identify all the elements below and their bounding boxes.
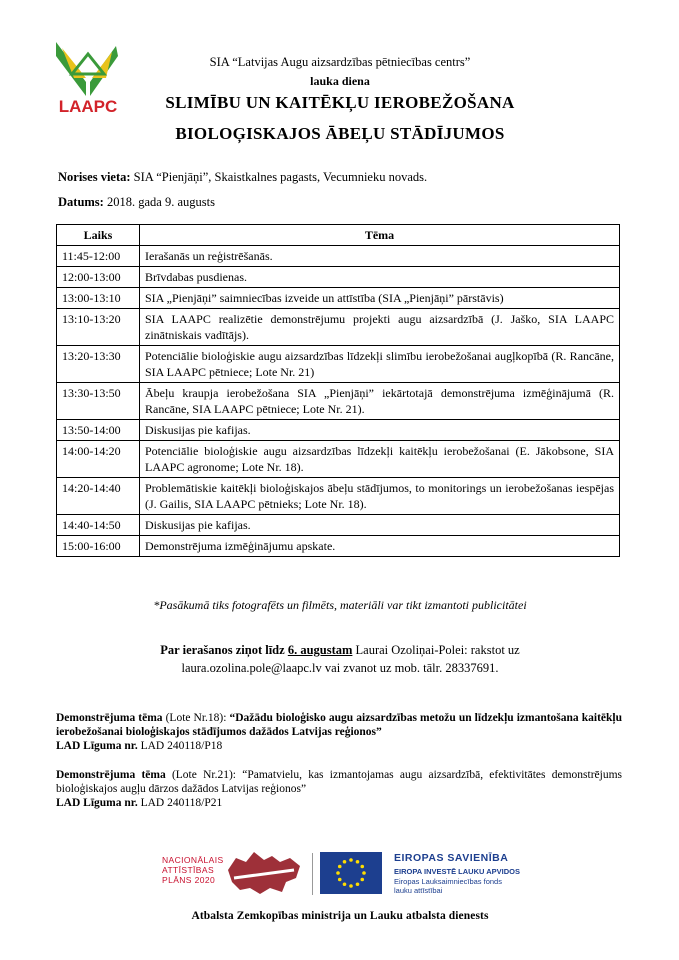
topic-cell: Demonstrējuma izmēģinājumu apskate. — [140, 536, 620, 557]
topic-cell: SIA LAAPC realizētie demonstrējumu projekti augu aizsardzībā (J. Jaško, SIA LAAPC zinātniskais vadītājs). — [140, 309, 620, 346]
event-type: lauka diena — [310, 74, 370, 88]
table-row — [57, 441, 620, 478]
eu-title: EIROPAS SAVIENĪBA — [394, 852, 509, 864]
registration-deadline: 6. augustam — [287, 643, 353, 657]
topic-cell: Potenciālie bioloģiskie augu aizsardzības līdzekļi slimību ierobežošanai augļkopībā (R. Rancāne, SIA LAAPC pētniece; Lote Nr. 21) — [140, 346, 620, 383]
registration-info — [120, 641, 560, 677]
eu-star — [343, 882, 347, 886]
location-label: Norises vieta: — [58, 170, 131, 184]
eu-star — [338, 878, 342, 882]
eu-star — [343, 860, 347, 864]
topic-cell: Ābeļu kraupja ierobežošana SIA „Pienjāņi” iekārtotajā demonstrējuma izmēģinājumā (R. Rancāne, SIA LAAPC pētniece; Lote Nr. 21). — [140, 383, 620, 420]
nap2020-logo-text — [162, 855, 224, 885]
demo-lot: (Lote Nr.21): — [165, 769, 243, 781]
time-cell: 14:40-14:50 — [57, 515, 140, 536]
date-line — [58, 195, 215, 210]
eu-star — [360, 878, 364, 882]
demo-block-18 — [56, 711, 622, 753]
registration-prefix: Par ierašanos ziņot līdz — [160, 643, 288, 657]
table-row — [57, 246, 620, 267]
table-row — [57, 346, 620, 383]
eu-star — [349, 858, 353, 862]
photo-notice: *Pasākumā tiks fotografēts un filmēts, materiāli var tikt izmantoti publicitātei — [153, 598, 527, 612]
schedule-table — [56, 224, 620, 557]
demo-label: Demonstrējuma tēma — [56, 769, 166, 781]
contract-value: LAD 240118/P18 — [137, 740, 223, 752]
eu-star — [338, 865, 342, 869]
organization-name: SIA “Latvijas Augu aizsardzības pētniecības centrs” — [209, 55, 471, 69]
time-cell: 15:00-16:00 — [57, 536, 140, 557]
topic-cell: Potenciālie bioloģiskie augu aizsardzības līdzekļi kaitēkļu ierobežošanai (E. Jākobsone, SIA LAAPC agronome; Lote Nr. 18). — [140, 441, 620, 478]
schedule-body — [57, 246, 620, 557]
eu-star — [356, 882, 360, 886]
demo-label: Demonstrējuma tēma — [56, 712, 163, 724]
registration-email-phone[interactable]: laura.ozolina.pole@laapc.lv vai zvanot uz mob. tālr. 28337691. — [181, 661, 499, 675]
topic-cell: Ierašanās un reģistrēšanās. — [140, 246, 620, 267]
table-row — [57, 478, 620, 515]
page-title-line1: SLIMĪBU UN KAITĒKĻU IEROBEŽOŠANA — [165, 93, 515, 112]
topic-cell: Diskusijas pie kafijas. — [140, 420, 620, 441]
table-row — [57, 383, 620, 420]
table-header-row — [57, 225, 620, 246]
table-row — [57, 288, 620, 309]
contract-value: LAD 240118/P21 — [137, 797, 223, 809]
table-row — [57, 515, 620, 536]
nap-line1: NACIONĀLAIS — [162, 855, 224, 865]
page-title-line2: BIOLOĢISKAJOS ĀBEĻU STĀDĪJUMOS — [175, 124, 505, 143]
eu-star — [360, 865, 364, 869]
footer-divider — [312, 853, 313, 895]
demo-block-21 — [56, 768, 622, 810]
time-cell: 13:50-14:00 — [57, 420, 140, 441]
topic-cell: Brīvdabas pusdienas. — [140, 267, 620, 288]
time-cell: 13:30-13:50 — [57, 383, 140, 420]
date-label: Datums: — [58, 195, 104, 209]
eu-star — [356, 860, 360, 864]
date-value: 2018. gada 9. augusts — [103, 195, 215, 209]
table-row — [57, 536, 620, 557]
location-value: SIA “Pienjāņi”, Skaistkalnes pagasts, Vecumnieku novads. — [130, 170, 428, 184]
logo-text: LAAPC — [58, 97, 118, 116]
topic-cell: Problemātiskie kaitēkļi bioloģiskajos ābeļu stādījumos, to monitorings un ierobežošanas iespējas (J. Gailis, SIA LAAPC pētnieks; Lote Nr. 18). — [140, 478, 620, 515]
eu-funding-text — [394, 852, 520, 896]
demo-title: “Pamatvielu, kas izmantojamas augu aizsardzībā, efektivitātes demonstrējums bioloģiskajos augļu dārzos dažādos Latvijas reģionos” — [56, 769, 623, 795]
eu-star — [349, 884, 353, 888]
eu-line3: lauku attīstībai — [394, 886, 443, 895]
table-row — [57, 309, 620, 346]
time-cell: 13:20-13:30 — [57, 346, 140, 383]
latvia-map-icon — [224, 848, 304, 898]
eu-line1: EIROPA INVESTĒ LAUKU APVIDOS — [394, 867, 520, 876]
nap-line2: ATTĪSTĪBAS — [162, 865, 215, 875]
registration-contact: Laurai Ozoliņai-Polei: rakstot uz — [352, 643, 520, 657]
column-header-topic: Tēma — [140, 225, 620, 246]
eu-flag-icon — [320, 852, 382, 894]
support-statement: Atbalsta Zemkopības ministrija un Lauku atbalsta dienests — [191, 910, 489, 922]
eu-star — [362, 871, 366, 875]
contract-label: LAD Līguma nr. — [56, 797, 138, 809]
time-cell: 14:00-14:20 — [57, 441, 140, 478]
time-cell: 13:10-13:20 — [57, 309, 140, 346]
nap-line3: PLĀNS 2020 — [162, 875, 216, 885]
column-header-time: Laiks — [57, 225, 140, 246]
time-cell: 11:45-12:00 — [57, 246, 140, 267]
topic-cell: SIA „Pienjāņi” saimniecības izveide un attīstība (SIA „Pienjāņi” pārstāvis) — [140, 288, 620, 309]
eu-star — [336, 871, 340, 875]
demo-title: “Dažādu bioloģisko augu aizsardzības metožu un līdzekļu izmantošana kaitēkļu ierobežošanai bioloģiskajos stādījumos dažādos Latvijas reģionos” — [56, 712, 622, 738]
time-cell: 13:00-13:10 — [57, 288, 140, 309]
time-cell: 12:00-13:00 — [57, 267, 140, 288]
table-row — [57, 420, 620, 441]
demo-lot: (Lote Nr.18): — [162, 712, 230, 724]
topic-cell: Diskusijas pie kafijas. — [140, 515, 620, 536]
eu-line2: Eiropas Lauksaimniecības fonds — [394, 876, 502, 886]
time-cell: 14:20-14:40 — [57, 478, 140, 515]
contract-label: LAD Līguma nr. — [56, 740, 138, 752]
location-line — [58, 170, 427, 185]
table-row — [57, 267, 620, 288]
